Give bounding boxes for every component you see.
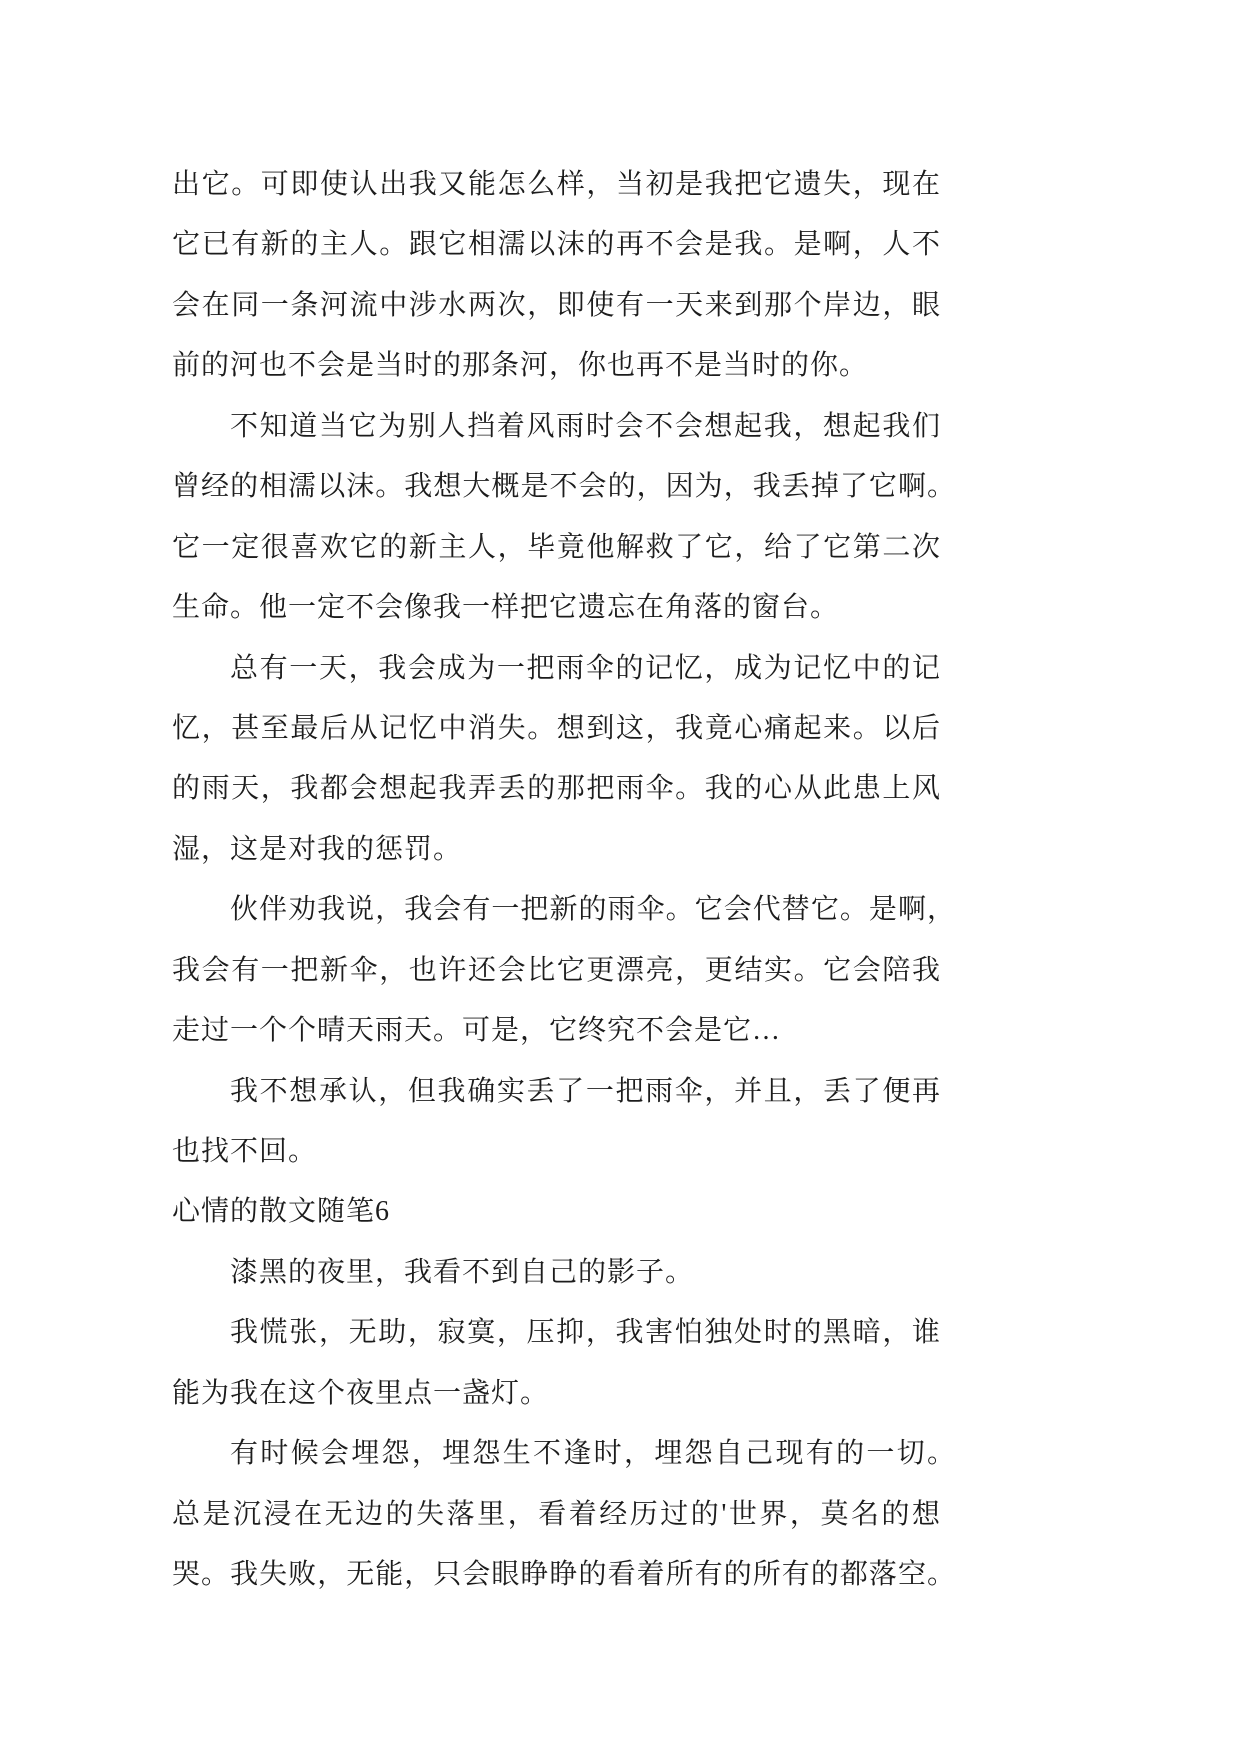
text-line: 走过一个个晴天雨天。可是，它终究不会是它… <box>172 1015 782 1047</box>
text-line: 生命。他一定不会像我一样把它遗忘在角落的窗台。 <box>172 592 840 624</box>
text-line: 哭。我失败，无能，只会眼睁睁的看着所有的所有的都落空。 <box>172 1559 957 1591</box>
section-heading-block <box>172 1182 940 1242</box>
text-line: 总是沉浸在无边的失落里，看着经历过的'世界，莫名的想 <box>172 1498 943 1530</box>
paragraph <box>172 880 957 1061</box>
text-line: 总有一天，我会成为一把雨伞的记忆，成为记忆中的记 <box>230 652 942 684</box>
text-line: 出它。可即使认出我又能怎么样，当初是我把它遗失，现在 <box>172 169 942 200</box>
text-line: 前的河也不会是当时的那条河，你也再不是当时的你。 <box>172 350 869 382</box>
text-line: 忆，甚至最后从记忆中消失。想到这，我竟心痛起来。以后 <box>172 712 942 744</box>
text-line: 伙伴劝我说，我会有一把新的雨伞。它会代替它。是啊， <box>230 894 957 926</box>
text-line: 我会有一把新伞，也许还会比它更漂亮，更结实。它会陪我 <box>172 954 942 986</box>
paragraph <box>172 397 957 639</box>
text-line: 它已有新的主人。跟它相濡以沫的再不会是我。是啊，人不 <box>172 229 942 261</box>
paragraph <box>172 639 940 881</box>
text-line: 会在同一条河流中涉水两次，即使有一天来到那个岸边，眼 <box>172 289 942 321</box>
text-line: 的雨天，我都会想起我弄丢的那把雨伞。我的心从此患上风 <box>172 773 942 805</box>
text-line: 有时候会埋怨，埋怨生不逢时，埋怨自己现有的一切。 <box>230 1438 958 1470</box>
text-line: 能为我在这个夜里点一盏灯。 <box>172 1377 550 1409</box>
paragraph <box>172 155 940 397</box>
text-line: 不知道当它为别人挡着风雨时会不会想起我，想起我们 <box>230 410 942 442</box>
paragraph <box>172 1062 940 1183</box>
text-line: 漆黑的夜里，我看不到自己的影子。 <box>230 1256 695 1288</box>
section-heading: 心情的散文随笔6 <box>172 1196 391 1228</box>
text-line: 我不想承认，但我确实丢了一把雨伞，并且，丢了便再 <box>230 1075 942 1107</box>
text-line: 也找不回。 <box>172 1136 318 1167</box>
paragraph <box>172 1303 940 1424</box>
text-line: 湿，这是对我的惩罚。 <box>172 833 463 865</box>
text-line: 曾经的相濡以沫。我想大概是不会的，因为，我丢掉了它啊。 <box>172 471 957 503</box>
document-body <box>172 155 958 1606</box>
text-line: 它一定很喜欢它的新主人，毕竟他解救了它，给了它第二次 <box>172 531 942 563</box>
paragraph <box>172 1243 940 1303</box>
paragraph <box>172 1424 958 1605</box>
text-line: 我慌张，无助，寂寞，压抑，我害怕独处时的黑暗，谁 <box>230 1317 942 1349</box>
